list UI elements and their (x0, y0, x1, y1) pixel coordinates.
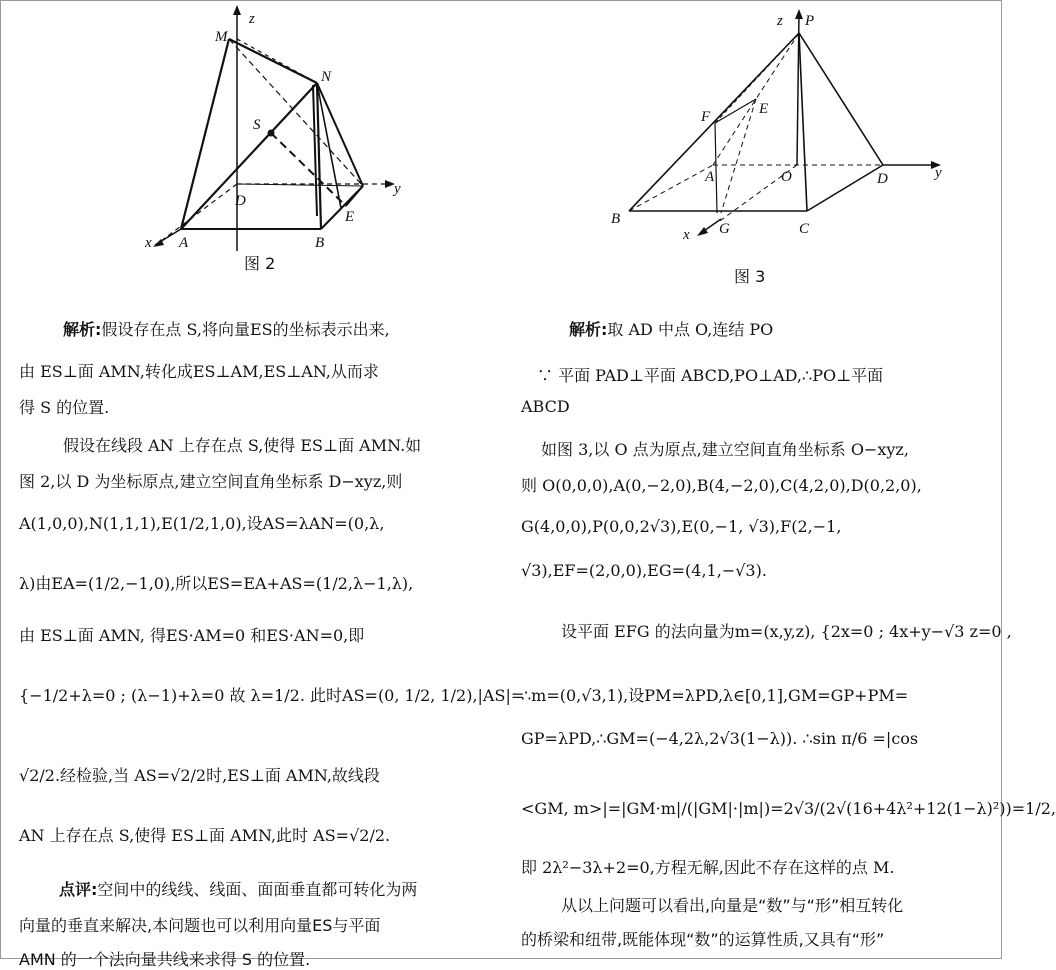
left-line-14: AMN 的一个法向量共线来求得 S 的位置. (19, 950, 311, 969)
fig3-label-b: B (611, 211, 621, 227)
right-line-13: 从以上问题可以看出,向量是“数”与“形”相互转化 (561, 896, 904, 915)
right-line-5: 则 O(0,0,0),A(0,−2,0),B(4,−2,0),C(4,2,0),D(0,2,0), (521, 476, 922, 495)
fig3-label-y: y (935, 165, 942, 181)
left-line-5: 图 2,以 D 为坐标原点,建立空间直角坐标系 D−xyz,则 (19, 472, 403, 491)
left-line-12: 点评:空间中的线线、线面、面面垂直都可转化为两 (59, 880, 418, 899)
fig3-label-z: z (777, 13, 783, 29)
left-line-3: 得 S 的位置. (19, 398, 110, 417)
figure-2-caption: 图 2 (244, 254, 276, 273)
figure-3-caption: 图 3 (734, 267, 766, 286)
figure-3-diagram (601, 1, 961, 251)
fig2-label-y: y (394, 181, 401, 197)
right-line-4: 如图 3,以 O 点为原点,建立空间直角坐标系 O−xyz, (541, 440, 909, 459)
right-line-12: 即 2λ²−3λ+2=0,方程无解,因此不存在这样的点 M. (521, 858, 895, 877)
right-line-9: ∴m=(0,√3,1),设PM=λPD,λ∈[0,1],GM=GP+PM= (521, 686, 909, 705)
fig3-label-o: O (781, 169, 792, 185)
right-line-6: G(4,0,0),P(0,0,2√3),E(0,−1, √3),F(2,−1, (521, 517, 842, 536)
left-line-7: λ)由EA=(1/2,−1,0),所以ES=EA+AS=(1/2,λ−1,λ), (19, 574, 414, 593)
right-line-8: 设平面 EFG 的法向量为m=(x,y,z), {2x=0 ; 4x+y−√3 z=0 , (561, 622, 1012, 641)
fig2-label-a: A (179, 235, 189, 251)
right-line-2: ∵ 平面 PAD⊥平面 ABCD,PO⊥AD,∴PO⊥平面 (537, 366, 884, 385)
section-label: 点评: (59, 880, 98, 899)
left-line-8: 由 ES⊥面 AMN, 得ES·AM=0 和ES·AN=0,即 (19, 626, 365, 645)
left-line-10: √2/2.经检验,当 AS=√2/2时,ES⊥面 AMN,故线段 (19, 766, 380, 785)
left-line-1: 解析:假设存在点 S,将向量ES的坐标表示出来, (63, 320, 390, 339)
left-line-11: AN 上存在点 S,使得 ES⊥面 AMN,此时 AS=√2/2. (19, 826, 391, 845)
fig2-label-m: M (215, 29, 228, 45)
section-label: 解析: (63, 320, 102, 339)
fig2-label-x: x (145, 235, 152, 251)
right-line-3: ABCD (521, 397, 570, 416)
left-line-13: 向量的垂直来解决,本问题也可以利用向量ES与平面 (19, 916, 381, 935)
right-line-11: <GM, m>|=|GM·m|/(|GM|·|m|)=2√3/(2√(16+4λ²+12(1−λ)²))=1/2, (521, 799, 1056, 818)
fig3-label-a: A (705, 169, 715, 185)
right-line-14: 的桥梁和纽带,既能体现“数”的运算性质,又具有“形” (521, 930, 885, 949)
figure-2-diagram (141, 1, 401, 256)
fig3-label-d: D (877, 171, 888, 187)
left-line-9: {−1/2+λ=0 ; (λ−1)+λ=0 故 λ=1/2. 此时AS=(0, 1/2, 1/2),|AS|= (19, 686, 525, 705)
fig3-label-p: P (805, 13, 815, 29)
fig3-label-c: C (799, 221, 810, 237)
fig3-label-f: F (701, 109, 711, 125)
figure-2 (141, 1, 401, 256)
section-label: 解析: (569, 320, 608, 339)
point-s (268, 130, 275, 137)
fig2-label-d: D (235, 193, 246, 209)
fig2-label-z: z (249, 11, 255, 27)
left-line-4: 假设在线段 AN 上存在点 S,使得 ES⊥面 AMN.如 (63, 436, 422, 455)
fig3-label-g: G (719, 221, 730, 237)
fig2-label-e: E (345, 209, 355, 225)
left-line-6: A(1,0,0),N(1,1,1),E(1/2,1,0),设AS=λAN=(0,λ, (19, 514, 385, 533)
right-line-10: GP=λPD,∴GM=(−4,2λ,2√3(1−λ)). ∴sin π/6 =|cos (521, 729, 919, 748)
fig2-label-n: N (321, 69, 332, 85)
right-line-1: 解析:取 AD 中点 O,连结 PO (569, 320, 774, 339)
left-line-2: 由 ES⊥面 AMN,转化成ES⊥AM,ES⊥AN,从而求 (19, 362, 379, 381)
fig3-label-x: x (683, 227, 690, 243)
figure-3 (601, 1, 961, 251)
fig2-label-b: B (315, 235, 325, 251)
fig2-label-s: S (253, 117, 261, 133)
fig3-label-e: E (759, 101, 769, 117)
right-line-7: √3),EF=(2,0,0),EG=(4,1,−√3). (521, 561, 767, 580)
